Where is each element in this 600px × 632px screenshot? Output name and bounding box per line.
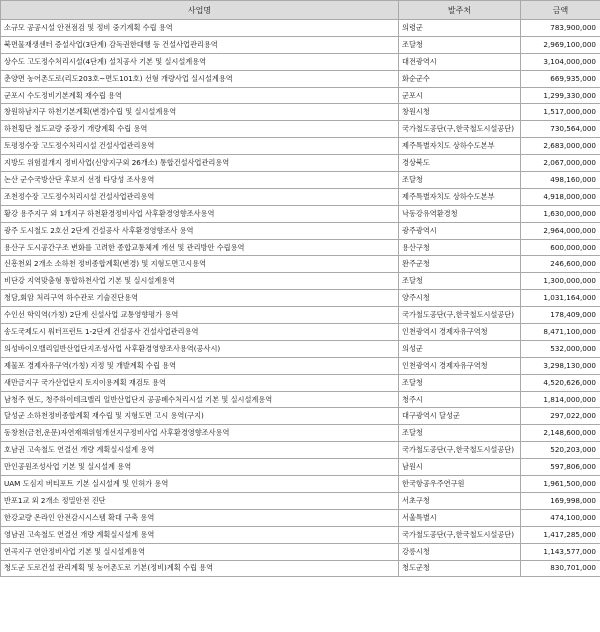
project-cell: 달성군 소하천정비종합계획 재수립 및 지형도면 고시 용역(구지): [1, 408, 399, 425]
project-cell: 창원하남지구 하천기본계획(변경)수립 및 실시설계용역: [1, 104, 399, 121]
project-cell: 연곡지구 연안정비사업 기본 및 실시설계용역: [1, 543, 399, 560]
client-cell: 군포시: [399, 87, 521, 104]
project-cell: 북면물재생센터 증설사업(3단계) 감독권한대행 등 건설사업관리용역: [1, 36, 399, 53]
amount-cell: 1,300,000,000: [521, 273, 600, 290]
client-cell: 조달청: [399, 273, 521, 290]
client-cell: 양주시청: [399, 290, 521, 307]
header-project: 사업명: [1, 1, 399, 20]
table-row: [1, 256, 600, 273]
client-cell: 청주시: [399, 391, 521, 408]
project-cell: 논산 군수국방산단 후보지 선정 타당성 조사용역: [1, 172, 399, 189]
header-client: 발주처: [399, 1, 521, 20]
table-row: [1, 509, 600, 526]
project-cell: 하천횡단 철도교량 중장기 개량계획 수립 용역: [1, 121, 399, 138]
amount-cell: 2,964,000,000: [521, 222, 600, 239]
amount-cell: 297,022,000: [521, 408, 600, 425]
table-row: [1, 70, 600, 87]
table-row: [1, 138, 600, 155]
client-cell: 조달청: [399, 374, 521, 391]
project-cell: 황강 용주지구 외 1개지구 하천환경정비사업 사후환경영향조사용역: [1, 205, 399, 222]
table-row: [1, 307, 600, 324]
amount-cell: 246,600,000: [521, 256, 600, 273]
amount-cell: 520,203,000: [521, 442, 600, 459]
table-row: [1, 374, 600, 391]
project-cell: 송도국제도시 워터프런트 1-2단계 건설공사 건설사업관리용역: [1, 324, 399, 341]
amount-cell: 474,100,000: [521, 509, 600, 526]
table-row: [1, 391, 600, 408]
table-row: [1, 560, 600, 577]
project-cell: 새만금지구 국가산업단지 토지이용계획 재검토 용역: [1, 374, 399, 391]
amount-cell: 600,000,000: [521, 239, 600, 256]
amount-cell: 1,630,000,000: [521, 205, 600, 222]
project-cell: 제물포 경제자유구역(가칭) 지정 및 개발계획 수립 용역: [1, 357, 399, 374]
table-row: [1, 290, 600, 307]
table-row: [1, 425, 600, 442]
project-cell: 춘양면 농어촌도로(리도203호~면도101호) 선형 개량사업 실시설계용역: [1, 70, 399, 87]
amount-cell: 3,298,130,000: [521, 357, 600, 374]
amount-cell: 1,961,500,000: [521, 476, 600, 493]
amount-cell: 1,814,000,000: [521, 391, 600, 408]
client-cell: 청도군청: [399, 560, 521, 577]
table-row: [1, 408, 600, 425]
table-row: [1, 188, 600, 205]
table-row: [1, 324, 600, 341]
project-cell: 호남권 고속철도 연결선 개량 계획실시설계 용역: [1, 442, 399, 459]
table-row: [1, 222, 600, 239]
table-row: [1, 543, 600, 560]
amount-cell: 532,000,000: [521, 340, 600, 357]
table-row: [1, 53, 600, 70]
table-row: [1, 357, 600, 374]
table-row: [1, 492, 600, 509]
client-cell: 창원시청: [399, 104, 521, 121]
amount-cell: 2,148,600,000: [521, 425, 600, 442]
client-cell: 용산구청: [399, 239, 521, 256]
project-cell: 남청주 현도, 청주하이테크밸리 일반산업단지 공공폐수처리시설 기본 및 실시설계용역: [1, 391, 399, 408]
project-cell: 조천정수장 고도정수처리시설 건설사업관리용역: [1, 188, 399, 205]
table-row: [1, 273, 600, 290]
table-row: [1, 476, 600, 493]
client-cell: 제주특별자치도 상하수도본부: [399, 188, 521, 205]
client-cell: 의령군: [399, 20, 521, 37]
header-row: [1, 1, 600, 20]
client-cell: 낙동강유역환경청: [399, 205, 521, 222]
client-cell: 조달청: [399, 425, 521, 442]
project-cell: 지방도 위험절개지 정비사업(신양지구외 26개소) 통합건설사업관리용역: [1, 155, 399, 172]
table-row: [1, 87, 600, 104]
project-cell: UAM 도심지 버티포트 기본 실시설계 및 인허가 용역: [1, 476, 399, 493]
amount-cell: 1,299,330,000: [521, 87, 600, 104]
table-row: [1, 526, 600, 543]
amount-cell: 669,935,000: [521, 70, 600, 87]
table-row: [1, 340, 600, 357]
project-cell: 반포1교 외 2개소 정밀안전 진단: [1, 492, 399, 509]
table-row: [1, 155, 600, 172]
amount-cell: 8,471,100,000: [521, 324, 600, 341]
amount-cell: 2,683,000,000: [521, 138, 600, 155]
table-row: [1, 442, 600, 459]
amount-cell: 2,969,100,000: [521, 36, 600, 53]
client-cell: 조달청: [399, 172, 521, 189]
client-cell: 서초구청: [399, 492, 521, 509]
table-row: [1, 121, 600, 138]
client-cell: 국가철도공단(구,한국철도시설공단): [399, 526, 521, 543]
amount-cell: 4,918,000,000: [521, 188, 600, 205]
amount-cell: 730,564,000: [521, 121, 600, 138]
table-row: [1, 36, 600, 53]
client-cell: 강릉시청: [399, 543, 521, 560]
project-cell: 청담,회암 처리구역 하수관로 기술진단용역: [1, 290, 399, 307]
project-cell: 비단강 지역맞춤형 통합하천사업 기본 및 실시설계용역: [1, 273, 399, 290]
table-row: [1, 459, 600, 476]
amount-cell: 1,031,164,000: [521, 290, 600, 307]
project-cell: 소규모 공공시설 안전점검 및 정비 중기계획 수립 용역: [1, 20, 399, 37]
client-cell: 국가철도공단(구,한국철도시설공단): [399, 121, 521, 138]
project-cell: 영남권 고속철도 연결선 개량 계획실시설계 용역: [1, 526, 399, 543]
project-cell: 토평정수장 고도정수처리시설 건설사업관리용역: [1, 138, 399, 155]
project-cell: 만인공원조성사업 기본 및 실시설계 용역: [1, 459, 399, 476]
client-cell: 국가철도공단(구,한국철도시설공단): [399, 307, 521, 324]
project-cell: 동창천(금천,운문)자연재해위험개선지구정비사업 사후환경영향조사용역: [1, 425, 399, 442]
client-cell: 대구광역시 달성군: [399, 408, 521, 425]
client-cell: 의성군: [399, 340, 521, 357]
client-cell: 제주특별자치도 상하수도본부: [399, 138, 521, 155]
project-cell: 수인선 학익역(가칭) 2단계 신설사업 교통영향평가 용역: [1, 307, 399, 324]
amount-cell: 3,104,000,000: [521, 53, 600, 70]
amount-cell: 169,998,000: [521, 492, 600, 509]
table-row: [1, 104, 600, 121]
header-amount: 금액: [521, 1, 600, 20]
amount-cell: 178,409,000: [521, 307, 600, 324]
project-cell: 광주 도시철도 2호선 2단계 건설공사 사후환경영향조사 용역: [1, 222, 399, 239]
project-cell: 청도군 도로건설 관리계획 및 농어촌도로 기본(정비)계획 수립 용역: [1, 560, 399, 577]
client-cell: 경상북도: [399, 155, 521, 172]
table-row: [1, 239, 600, 256]
amount-cell: 783,900,000: [521, 20, 600, 37]
table-row: [1, 172, 600, 189]
client-cell: 화순군수: [399, 70, 521, 87]
amount-cell: 597,806,000: [521, 459, 600, 476]
project-cell: 신흥천외 2개소 소하천 정비종합계획(변경) 및 지형도면고시용역: [1, 256, 399, 273]
amount-cell: 4,520,626,000: [521, 374, 600, 391]
client-cell: 남원시: [399, 459, 521, 476]
amount-cell: 1,143,577,000: [521, 543, 600, 560]
amount-cell: 1,417,285,000: [521, 526, 600, 543]
client-cell: 광주광역시: [399, 222, 521, 239]
amount-cell: 498,160,000: [521, 172, 600, 189]
project-cell: 한강교량 온라인 안전감시시스템 확대 구축 용역: [1, 509, 399, 526]
project-cell: 상수도 고도정수처리시설(4단계) 설치공사 기본 및 실시설계용역: [1, 53, 399, 70]
client-cell: 완주군청: [399, 256, 521, 273]
project-cell: 군포시 수도정비기본계획 재수립 용역: [1, 87, 399, 104]
table-row: [1, 20, 600, 37]
amount-cell: 2,067,000,000: [521, 155, 600, 172]
amount-cell: 830,701,000: [521, 560, 600, 577]
client-cell: 인천광역시 경제자유구역청: [399, 357, 521, 374]
amount-cell: 1,517,000,000: [521, 104, 600, 121]
client-cell: 인천광역시 경제자유구역청: [399, 324, 521, 341]
client-cell: 조달청: [399, 36, 521, 53]
project-cell: 의성바이오밸리일반산업단지조성사업 사후환경영향조사용역(공사시): [1, 340, 399, 357]
table-row: [1, 205, 600, 222]
client-cell: 한국항공우주연구원: [399, 476, 521, 493]
client-cell: 서울특별시: [399, 509, 521, 526]
client-cell: 국가철도공단(구,한국철도시설공단): [399, 442, 521, 459]
client-cell: 대전광역시: [399, 53, 521, 70]
project-cell: 용산구 도시공간구조 변화를 고려한 종합교통체계 개선 및 관리방안 수립용역: [1, 239, 399, 256]
